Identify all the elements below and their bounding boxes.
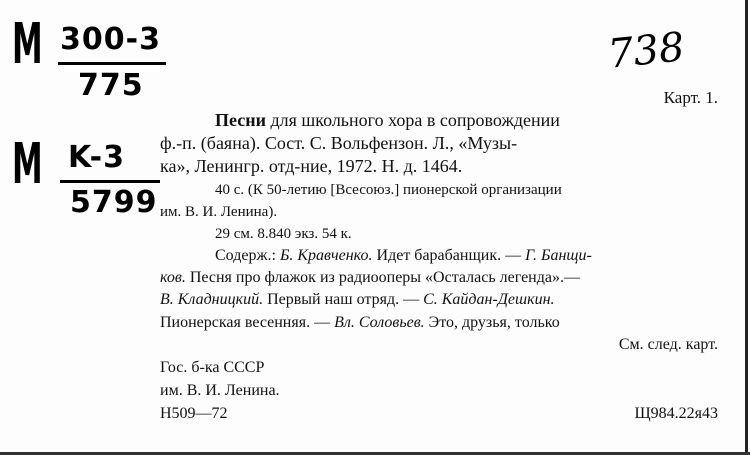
- contents-author-5: Вл. Соловьев.: [334, 314, 425, 331]
- handwritten-code-bottom-lower: 5799: [70, 185, 158, 220]
- continued-note: См. след. карт.: [618, 336, 718, 353]
- contents-author-2b: ков.: [160, 269, 186, 286]
- handwritten-fraction-line-top: [58, 62, 166, 65]
- contents-line-2: [160, 268, 580, 288]
- contents-song-1: Идет барабанщик. —: [372, 247, 526, 264]
- contents-line-1: [215, 246, 592, 266]
- card-number: Карт. 1.: [663, 88, 718, 107]
- handwritten-mark-bottom: M: [12, 132, 43, 197]
- entry-line-6: 29 см. 8.840 экз. 54 к.: [215, 226, 352, 242]
- contents-author-2a: Г. Банщи-: [525, 247, 592, 264]
- entry-line-2: ф.-п. (баяна). Сост. С. Вольфензон. Л., «Музы-: [160, 133, 518, 153]
- entry-title-rest: для школьного хора в сопровождении: [270, 110, 560, 130]
- contents-author-1: Б. Кравченко.: [279, 247, 373, 264]
- handwritten-corner-number: 738: [605, 24, 687, 78]
- contents-line-4: [160, 313, 560, 333]
- contents-song-2: Песня про флажок из радиооперы «Осталась легенда».—: [185, 269, 580, 286]
- contents-author-4: С. Кайдан-Дешкин.: [423, 291, 555, 308]
- entry-title-line: [215, 110, 560, 130]
- contents-author-3: В. Кладницкий.: [160, 291, 264, 308]
- entry-line-3: ка», Ленингр. отд-ние, 1972. Н. д. 1464.: [160, 156, 463, 176]
- library-line-2: им. В. И. Ленина.: [160, 382, 280, 399]
- library-code: Н509—72: [160, 405, 228, 422]
- card-right-edge: [745, 0, 748, 455]
- handwritten-code-top-lower: 775: [78, 68, 144, 103]
- contents-song-4: Пионерская весенняя. —: [160, 314, 335, 331]
- contents-line-3: [160, 290, 555, 310]
- shelfmark: Щ984.22я43: [634, 405, 718, 422]
- entry-title: Песни: [215, 110, 266, 130]
- handwritten-fraction-line-bottom: [60, 180, 160, 183]
- contents-song-5: Это, друзья, только: [424, 314, 560, 331]
- entry-line-5: им. В. И. Ленина).: [160, 204, 278, 220]
- library-line-1: Гос. б-ка СССР: [160, 359, 265, 376]
- contents-prefix: Содерж.:: [215, 247, 280, 264]
- handwritten-code-top-upper: 300-3: [60, 22, 161, 57]
- handwritten-code-bottom-upper: K-3: [68, 140, 125, 175]
- contents-song-3: Первый наш отряд. —: [263, 291, 424, 308]
- entry-line-4: 40 с. (К 50-летию [Всесоюз.] пионерской организации: [215, 182, 562, 198]
- handwritten-mark-top: M: [12, 12, 43, 77]
